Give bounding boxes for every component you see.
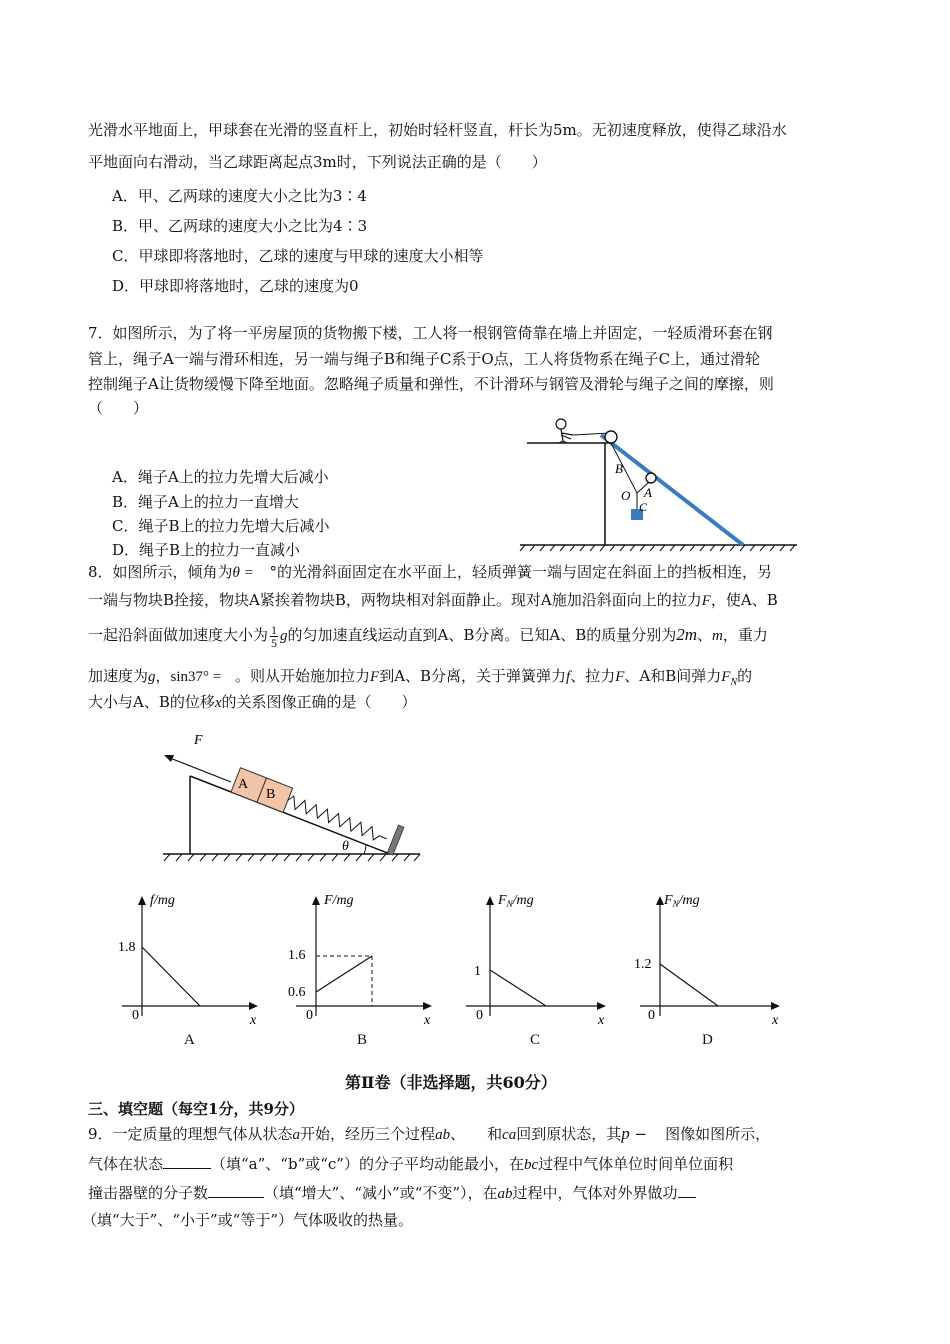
q8-graph-d [632, 888, 782, 1038]
graph-c-origin: 0 [476, 1008, 483, 1023]
q7-option-d: D．绳子B上的拉力一直减小 [112, 541, 301, 559]
q8-line3-b: 的匀加速直线运动直到A、B分离。已知A、B的质量分别为 [287, 626, 677, 644]
section-three-heading: 三、填空题（每空1分，共9分） [88, 1100, 304, 1118]
q9-l1-c: 回到原状态，其 [516, 1125, 622, 1143]
graph-d-tick: 1.2 [634, 957, 652, 972]
q8-line4 [88, 666, 752, 693]
q6-option-a: A．甲、乙两球的速度大小之比为3∶4 [112, 187, 367, 205]
q7-label-o: O [621, 488, 631, 503]
q7-option-b: B．绳子A上的拉力一直增大 [112, 493, 299, 511]
q9-l3-a: 撞击器壁的分子数 [88, 1184, 209, 1202]
q8-line4-g: g [148, 669, 156, 685]
q9-line3 [88, 1183, 696, 1204]
q9-l3-c: 过程中，气体对外界做功 [512, 1184, 678, 1202]
q8-line5-a: 大小与A、B的位移 [88, 693, 215, 711]
q6-option-b: B．甲、乙两球的速度大小之比为4∶3 [112, 217, 368, 235]
q8-graph-b [284, 888, 434, 1038]
q7-line4: （ ） [88, 399, 149, 417]
q7-label-c: C [639, 500, 648, 514]
q8-line4-F2: F [615, 669, 625, 685]
q9-l1-state: a [292, 1127, 301, 1143]
q9-l2-a: 气体在状态 [88, 1155, 164, 1173]
graph-d-xlabel: x [772, 1013, 779, 1028]
q9-blank-3[interactable] [678, 1183, 696, 1198]
q8-line4-N: N [730, 677, 738, 688]
q8-graph-a [110, 888, 260, 1038]
q8-line5-b: 的关系图像正确的是（ ） [221, 693, 417, 711]
q7-label-a: A [644, 485, 652, 500]
q8-line1-a: 8．如图所示，倾角为 [88, 563, 233, 581]
graph-d-origin: 0 [648, 1008, 655, 1023]
q9-l2-b: （填“a”、“b”或“c”）的分子平均动能最小，在 [211, 1155, 524, 1173]
q8-line4-f: f [566, 669, 571, 685]
q9-l1-and: 和 [487, 1125, 503, 1143]
q9-l1-p: p [621, 1124, 630, 1143]
graph-d-option: D [702, 1032, 713, 1048]
q7-label-b: B [615, 461, 623, 476]
q8-line2-end: ，使A、B [710, 591, 778, 609]
part2-title: 第Ⅱ卷（非选择题，共60分） [345, 1073, 557, 1092]
graph-b-xlabel: x [424, 1013, 431, 1028]
q9-l1-sep: 、 [450, 1125, 466, 1143]
q8-line2-F: F [701, 593, 711, 609]
q9-l1-b: 开始，经历三个过程 [300, 1125, 436, 1143]
q9-l1-d: 图像如图所示， [665, 1125, 771, 1143]
q7-line2: 管上，绳子A一端与滑环相连，另一端与绳子B和绳子C系于O点，工人将货物系在绳子C上，通过滑轮 [88, 350, 761, 368]
q6-line1: 光滑水平地面上，甲球套在光滑的竖直杆上，初始时轻杆竖直，杆长为5m。无初速度释放，使得乙球沿水 [88, 121, 787, 139]
q8-label-A: A [238, 777, 249, 792]
q8-label-F: F [194, 733, 203, 748]
q8-line3-d: ，重力 [722, 626, 768, 644]
q7-line1: 7．如图所示，为了将一平房屋顶的货物搬下楼，工人将一根钢管倚靠在墙上并固定，一轻质滑环套在钢 [88, 324, 773, 342]
q6-option-d: D．甲球即将落地时，乙球的速度为0 [112, 277, 359, 295]
graph-d-ylabel: $F_N/mg$ [664, 893, 700, 909]
q9-l2-c: 过程中气体单位时间单位面积 [538, 1155, 734, 1173]
q8-sin-eq: sin37° = [170, 669, 225, 685]
q8-line3-c: 、 [697, 626, 713, 644]
q8-line4-b: ， [155, 667, 171, 685]
q8-line4-g2: 的 [737, 667, 753, 685]
graph-b-tick-high: 1.6 [288, 948, 306, 963]
graph-b-option: B [357, 1032, 368, 1048]
graph-b-origin: 0 [306, 1008, 313, 1023]
q7-line3: 控制绳子A让货物缓慢下降至地面。忽略绳子质量和弹性，不计滑环与钢管及滑轮与绳子之间的摩擦，则 [88, 375, 774, 393]
q8-label-theta: θ [342, 839, 349, 854]
q8-line4-F: F [370, 669, 380, 685]
q8-line5-x: x [214, 695, 222, 711]
q8-mass-a: 2m [676, 625, 698, 644]
q8-line4-f2: 、A和B间弹力 [624, 667, 722, 685]
q8-line1 [88, 562, 772, 583]
graph-a-tick: 1.8 [118, 940, 136, 955]
q9-l1-ab: ab [435, 1127, 451, 1143]
graph-a-xlabel: x [250, 1013, 257, 1028]
q8-line4-d: 到A、B分离，关于弹簧弹力 [379, 667, 567, 685]
q9-l2-bc: bc [523, 1157, 539, 1173]
q8-line1-b: °的光滑斜面固定在水平面上，轻质弹簧一端与固定在斜面上的挡板相连，另 [269, 563, 773, 581]
graph-b-tick-low: 0.6 [288, 985, 306, 1000]
q8-line3 [88, 620, 768, 651]
graph-b-ylabel: F/mg [324, 893, 354, 908]
q9-blank-2[interactable] [208, 1183, 264, 1198]
graph-a-option: A [184, 1032, 195, 1048]
q8-line4-e: 、拉力 [570, 667, 616, 685]
q7-figure [515, 413, 805, 553]
q9-line4: （填“大于”、“小于”或“等于”）气体吸收的热量。 [82, 1211, 414, 1229]
graph-a-ylabel: f/mg [150, 893, 175, 908]
q8-fraction: $\frac{1}{5}$ [271, 622, 278, 650]
q8-line4-FN: F [721, 669, 731, 685]
q8-label-B: B [266, 787, 276, 802]
q8-line4-a: 加速度为 [88, 667, 149, 685]
graph-a-origin: 0 [132, 1008, 139, 1023]
q9-l3-b: （填“增大”、“减小”或“不变”），在 [264, 1184, 498, 1202]
q6-line2: 平地面向右滑动，当乙球距离起点3m时，下列说法正确的是（ ） [88, 153, 547, 171]
q9-l3-ab: ab [497, 1186, 513, 1202]
q8-line5 [88, 692, 417, 713]
q8-line2-text: 一端与物块B拴接，物块A紧挨着物块B，两物块相对斜面静止。现对A施加沿斜面向上的拉力 [88, 591, 702, 609]
graph-c-tick: 1 [474, 964, 481, 979]
q9-blank-1[interactable] [163, 1154, 211, 1169]
q9-l1-a: 9．一定质量的理想气体从状态 [88, 1125, 293, 1143]
q8-graph-c [458, 888, 608, 1038]
graph-c-xlabel: x [598, 1013, 605, 1028]
q8-frac-g: g [280, 628, 288, 644]
q7-option-a: A．绳子A上的拉力先增大后减小 [112, 468, 329, 486]
graph-c-option: C [530, 1032, 541, 1048]
q8-line4-c: 。则从开始施加拉力 [235, 667, 371, 685]
q8-theta-eq: θ = [232, 565, 258, 581]
q9-line2 [88, 1154, 733, 1175]
q8-line3-a: 一起沿斜面做加速度大小为 [88, 626, 269, 644]
q6-option-c: C．甲球即将落地时，乙球的速度与甲球的速度大小相等 [112, 247, 484, 265]
q7-option-c: C．绳子B上的拉力先增大后减小 [112, 517, 330, 535]
q8-line2 [88, 590, 778, 611]
q8-incline-figure [158, 733, 428, 866]
q9-l1-ca: ca [502, 1127, 517, 1143]
q8-mass-b: m [712, 628, 723, 644]
q9-l1-dash: − [629, 1125, 648, 1143]
q9-line1 [88, 1124, 770, 1145]
graph-c-ylabel: $F_N/mg$ [498, 893, 534, 909]
